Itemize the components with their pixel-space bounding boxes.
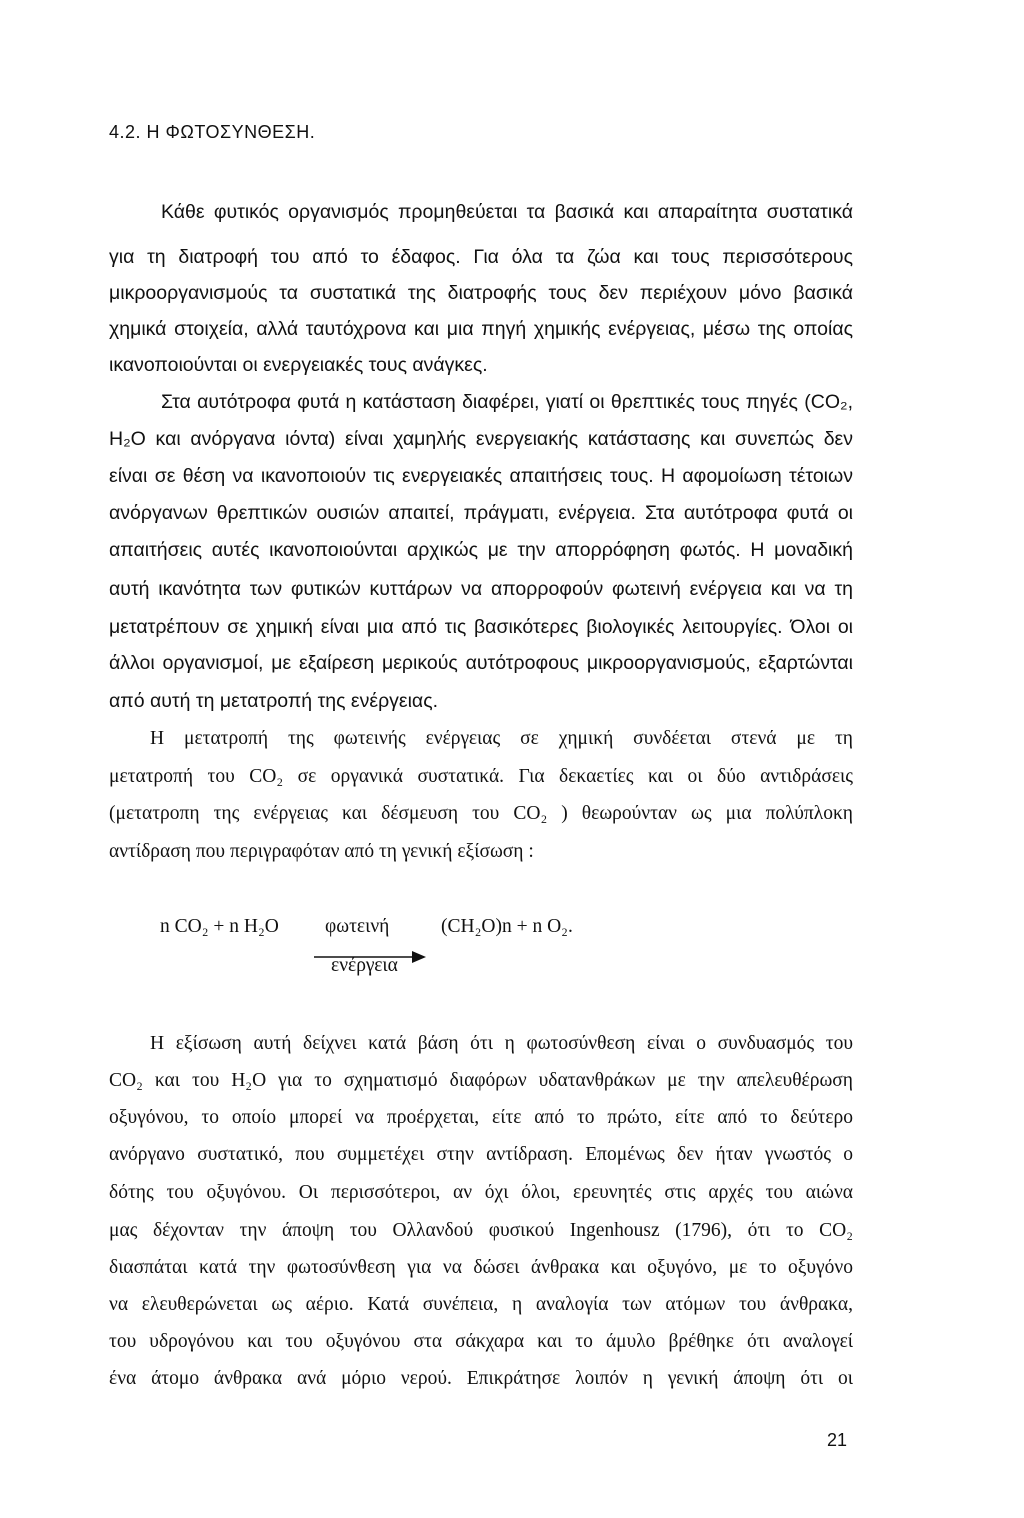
equation-label-bottom: ενέργεια [331,955,398,976]
text-line: Στα αυτότροφα φυτά η κατάσταση διαφέρει, γιατί οι θρεπτικές τους πηγές (CO₂, [161,391,853,413]
text-line: αντίδραση που περιγραφόταν από τη γενική εξίσωση : [109,841,534,862]
text-line: να ελευθερώνεται ως αέριο. Κατά συνέπεια, η αναλογία των ατόμων του άνθρακα, [109,1294,853,1315]
text-line: ικανοποιούνται οι ενεργειακές τους ανάγκες. [109,354,488,376]
text-line: από αυτή τη μετατροπή της ενέργειας. [109,690,439,712]
text-line: άλλοι οργανισμοί, με εξαίρεση μερικούς αυτότροφους μικροοργανισμούς, εξαρτώνται [109,652,853,674]
text-line: μετατροπή του CO₂ σε οργανικά συστατικά. Για δεκαετίες και οι δύο αντιδράσεις [109,766,853,787]
equation-products: (CH₂O)n + n O₂. [441,916,573,937]
text-line: μας δέχονταν την άποψη του Ολλανδού φυσικού Ingenhousz (1796), ότι το CO₂ [109,1220,853,1241]
text-line: CO₂ και του H₂O για το σχηματισμό διαφόρων υδατανθράκων με την απελευθέρωση [109,1070,853,1091]
text-line: είναι σε θέση να ικανοποιούν τις ενεργειακές απαιτήσεις τους. Η αφομοίωση τέτοιων [109,465,853,487]
text-line: δότης του οξυγόνου. Οι περισσότεροι, αν όχι όλοι, ερευνητές στις αρχές του αιώνα [109,1182,853,1203]
text-line: απαιτήσεις αυτές ικανοποιούνται αρχικώς με την απορρόφηση φωτός. Η μοναδική [109,539,853,561]
text-line: ανόργανων θρεπτικών ουσιών απαιτεί, πράγματι, ενέργεια. Στα αυτότροφα φυτά οι [109,502,853,524]
page-number: 21 [826,1430,847,1450]
text-line: διασπάται κατά την φωτοσύνθεση για να δώσει άνθρακα και οξυγόνο, με το οξυγόνο [109,1257,853,1278]
equation-label-top: φωτεινή [325,916,390,937]
text-line: Η μετατροπή της φωτεινής ενέργειας σε χημική συνδέεται στενά με τη [150,728,853,749]
text-line: Η εξίσωση αυτή δείχνει κατά βάση ότι η φωτοσύνθεση είναι ο συνδυασμός του [150,1033,853,1054]
text-line: του υδρογόνου και του οξυγόνου στα σάκχαρα και το άμυλο βρέθηκε ότι αναλογεί [109,1331,853,1352]
text-line: (μετατροπη της ενέργειας και δέσμευση του CO₂ ) θεωρούνταν ως μια πολύπλοκη [109,803,853,824]
text-line: αυτή ικανότητα των φυτικών κυττάρων να απορροφούν φωτεινή ενέργεια και να τη [109,578,853,600]
text-line: χημικά στοιχεία, αλλά ταυτόχρονα και μια πηγή χημικής ενέργειας, μέσω της οποίας [109,318,853,340]
text-line: ένα άτομο άνθρακα ανά μόριο νερού. Επικράτησε λοιπόν η γενική άποψη ότι οι [109,1368,853,1389]
text-line: ανόργανο συστατικό, που συμμετέχει στην αντίδραση. Επομένως δεν ήταν γνωστός ο [109,1144,853,1165]
page-heading: 4.2. Η ΦΩΤΟΣΥΝΘΕΣΗ. [109,122,316,142]
text-line: H₂O και ανόργανα ιόντα) είναι χαμηλής ενεργειακής κατάστασης και συνεπώς δεν [109,428,853,450]
text-line: Κάθε φυτικός οργανισμός προμηθεύεται τα βασικά και απαραίτητα συστατικά [161,201,853,223]
text-line: μικροοργανισμούς τα συστατικά της διατροφής τους δεν περιέχουν μόνο βασικά [109,282,853,304]
text-line: οξυγόνου, το οποίο μπορεί να προέρχεται, είτε από το πρώτο, είτε από το δεύτερο [109,1107,853,1128]
text-line: για τη διατροφή του από το έδαφος. Για όλα τα ζώα και τους περισσότερους [109,246,853,268]
equation-reactants: n CO₂ + n H₂O [160,916,279,937]
text-line: μετατρέπουν σε χημική είναι μια από τις βασικότερες βιολογικές λειτουργίες. Όλοι οι [109,616,853,638]
